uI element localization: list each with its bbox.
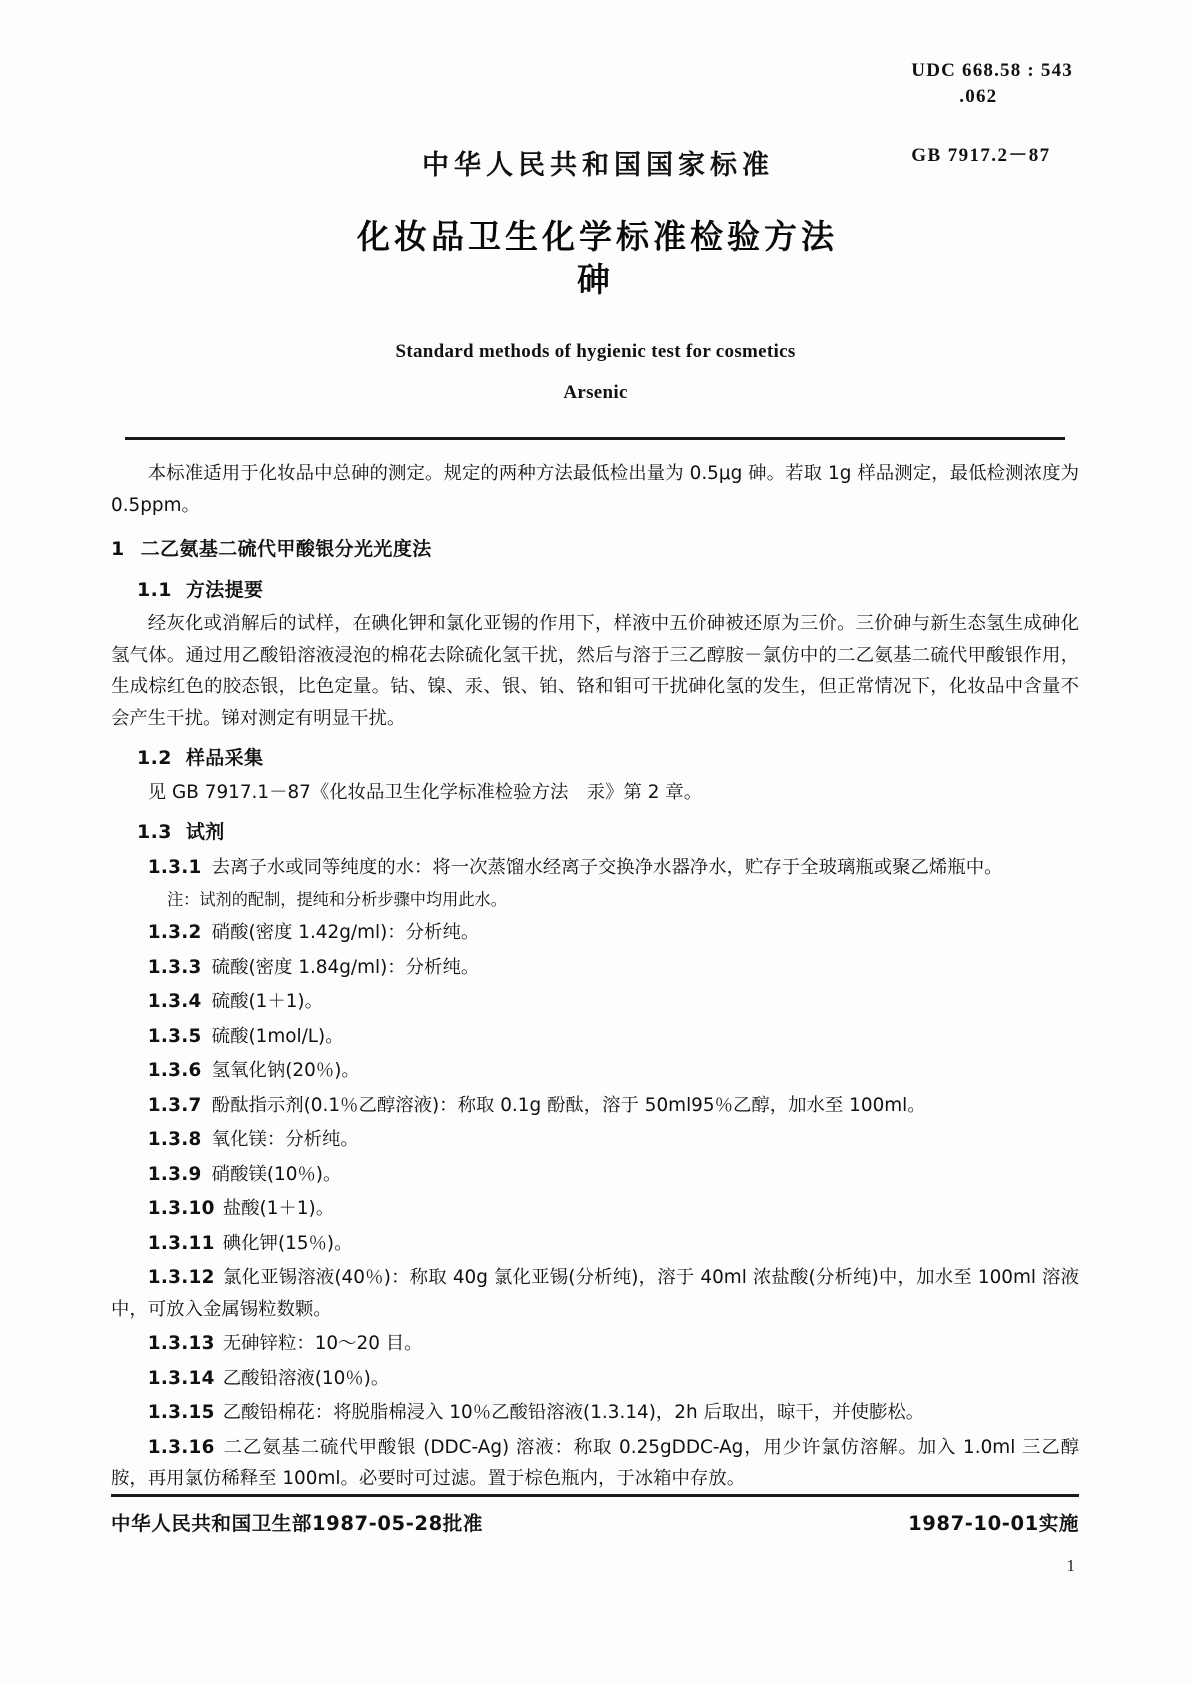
footer-divider-rule [111, 1494, 1079, 1497]
reagent-text: 硫酸(1＋1)。 [211, 991, 323, 1012]
national-standard-label: 中华人民共和国国家标准 [422, 150, 774, 181]
reagent-number: 1.3.8 [147, 1129, 202, 1150]
section-number-1: 1 [111, 538, 125, 560]
reagent-number: 1.3.12 [147, 1267, 215, 1288]
reagent-item [111, 1021, 1079, 1053]
reagent-item [111, 1432, 1079, 1495]
reagent-item [111, 1228, 1079, 1260]
reagent-number: 1.3.1 [147, 856, 202, 878]
reagent-item [111, 1159, 1079, 1191]
reagent-number: 1.3.5 [147, 1025, 202, 1047]
reagent-item [111, 986, 1079, 1018]
document-body [111, 458, 1079, 1495]
section-number-1-1: 1.1 [137, 578, 172, 601]
section-number-1-3: 1.3 [137, 821, 172, 843]
reagent-number: 1.3.7 [147, 1094, 202, 1116]
reagent-text: 硫酸(密度 1.84g/ml)：分析纯。 [211, 956, 480, 978]
reagent-item [111, 917, 1079, 949]
reagent-text: 乙酸铅溶液(10％)。 [222, 1367, 390, 1389]
udc-code-line2: .062 [959, 86, 998, 107]
reagent-item [111, 1055, 1079, 1087]
section-title-1-3: 试剂 [185, 821, 225, 843]
reagent-note: 注：试剂的配制，提纯和分析步骤中均用此水。 [167, 890, 507, 909]
reagent-text: 氢氧化钠(20％)。 [211, 1060, 360, 1081]
section-title-1-1: 方法提要 [185, 578, 264, 601]
reagent-item [111, 1124, 1079, 1156]
sample-collection-paragraph: 见 GB 7917.1－87《化妆品卫生化学标准检验方法 汞》第 2 章。 [147, 781, 703, 803]
scope-paragraph: 本标准适用于化妆品中总砷的测定。规定的两种方法最低检出量为 0.5μg 砷。若取 1g 样品测定，最低检测浓度为 0.5ppm。 [111, 463, 1079, 516]
reagent-number: 1.3.2 [147, 922, 202, 943]
reagent-number: 1.3.14 [147, 1367, 215, 1389]
reagent-text: 无砷锌粒：10～20 目。 [222, 1333, 423, 1354]
reagent-number: 1.3.4 [147, 991, 202, 1012]
reagent-number: 1.3.6 [147, 1060, 202, 1081]
reagent-text: 硝酸镁(10％)。 [211, 1163, 342, 1185]
english-subtitle-analyte: Arsenic [563, 381, 628, 403]
reagent-item [111, 852, 1079, 884]
reagent-text: 去离子水或同等纯度的水：将一次蒸馏水经离子交换净水器净水，贮存于全玻璃瓶或聚乙烯瓶中。 [211, 856, 1003, 878]
reagent-text: 二乙氨基二硫代甲酸银 (DDC-Ag) 溶液：称取 0.25gDDC-Ag，用少许氯仿溶解。加入 1.0ml 三乙醇胺，再用氯仿稀释至 100ml。必要时可过滤。置于棕色瓶内，于冰箱中存放。 [111, 1436, 1079, 1489]
udc-code-line1: UDC 668.58 : 543 [911, 60, 1073, 81]
reagent-item [111, 1262, 1079, 1325]
approval-statement: 中华人民共和国卫生部1987-05-28批准 [111, 1512, 483, 1535]
document-footer [111, 1508, 1079, 1536]
reagent-item [111, 1090, 1079, 1122]
english-title-block [0, 341, 1191, 404]
reagent-number: 1.3.16 [147, 1436, 215, 1458]
reagent-item [111, 1363, 1079, 1395]
reagent-number: 1.3.10 [147, 1198, 215, 1219]
gb-standard-number: GB 7917.2－87 [911, 145, 1051, 166]
reagent-text: 氧化镁：分析纯。 [211, 1129, 359, 1150]
document-title-block [0, 216, 1191, 300]
page-title: 化妆品卫生化学标准检验方法 [357, 217, 838, 257]
reagent-item [111, 1193, 1079, 1225]
method-summary-paragraph: 经灰化或消解后的试样，在碘化钾和氯化亚锡的作用下，样液中五价砷被还原为三价。三价砷与新生态氢生成砷化氢气体。通过用乙酸铅溶液浸泡的棉花去除硫化氢干扰，然后与溶于三乙醇胺－氯仿中的二乙氨基二硫代甲酸银作用，生成棕红色的胶态银，比色定量。钴、镍、汞、银、铂、铬和钼可干扰砷化氢的发生，但正常情况下，化妆品中含量不会产生干扰。锑对测定有明显干扰。 [111, 613, 1079, 729]
reagent-text: 硝酸(密度 1.42g/ml)：分析纯。 [211, 922, 480, 943]
section-title-1-2: 样品采集 [185, 747, 264, 769]
header-divider-rule [125, 437, 1065, 440]
reagent-text: 碘化钾(15％)。 [222, 1232, 353, 1254]
reagent-number: 1.3.11 [147, 1232, 215, 1254]
section-heading-1-2 [111, 743, 1079, 775]
english-title: Standard methods of hygienic test for cosmetics [395, 340, 796, 362]
reagent-text: 硫酸(1mol/L)。 [211, 1025, 344, 1047]
page-subtitle-analyte: 砷 [577, 259, 614, 299]
reagent-number: 1.3.13 [147, 1333, 215, 1354]
reagent-item [111, 952, 1079, 984]
page-number: 1 [1066, 1556, 1075, 1575]
reagent-text: 氯化亚锡溶液(40％)：称取 40g 氯化亚锡(分析纯)，溶于 40ml 浓盐酸(分析纯)中，加水至 100ml 溶液中，可放入金属锡粒数颗。 [111, 1267, 1079, 1320]
section-heading-1 [111, 534, 1079, 566]
reagent-number: 1.3.3 [147, 956, 202, 978]
reagent-text: 盐酸(1＋1)。 [222, 1198, 335, 1219]
reagent-text: 酚酞指示剂(0.1％乙醇溶液)：称取 0.1g 酚酞，溶于 50ml95％乙醇，加水至 100ml。 [211, 1094, 926, 1116]
section-heading-1-3 [111, 817, 1079, 849]
implementation-date: 1987-10-01实施 [908, 1512, 1079, 1535]
section-number-1-2: 1.2 [137, 747, 172, 769]
reagent-number: 1.3.9 [147, 1163, 202, 1185]
section-heading-1-1 [111, 575, 1079, 607]
section-title-1: 二乙氨基二硫代甲酸银分光光度法 [140, 538, 432, 560]
reagent-number: 1.3.15 [147, 1402, 215, 1423]
document-header [0, 150, 1191, 404]
reagent-item [111, 1328, 1079, 1360]
reagent-item [111, 1397, 1079, 1429]
reagent-text: 乙酸铅棉花：将脱脂棉浸入 10％乙酸铅溶液(1.3.14)，2h 后取出，晾干，并使膨松。 [222, 1402, 925, 1423]
